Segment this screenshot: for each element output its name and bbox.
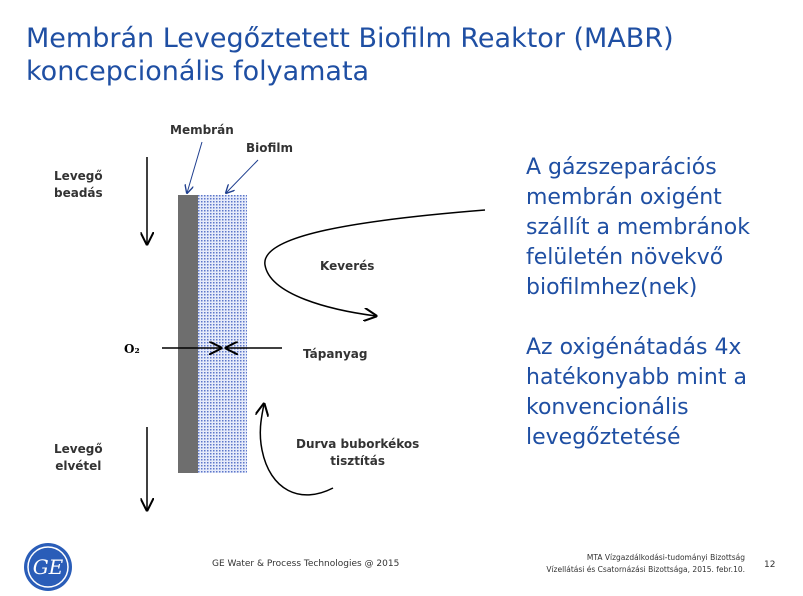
p1-line: A gázszeparációs [526,155,717,180]
label-durva-line1: Durva buborkékos [296,437,420,451]
p2-line: konvencionális [526,395,689,420]
label-levego-elvetel-line1: Levegő [54,442,103,456]
label-tapanyag: Tápanyag [303,347,368,361]
footer-committee-line1: MTA Vízgazdálkodási-tudományi Bizottság [586,553,745,562]
footer-company: GE Water & Process Technologies @ 2015 [212,559,400,569]
footer-committee-line2: Vízellátási és Csatornázási Bizottsága, 2015. febr.10. [546,565,745,574]
membran-pointer-arrow [187,142,202,193]
p2-line: Az oxigénátadás 4x [526,335,742,360]
page-number: 12 [764,560,776,570]
keveres-curve-arrow [265,210,485,316]
label-keveres: Keverés [320,259,375,273]
label-levego-elvetel-line2: elvétel [55,459,102,473]
p2-line: hatékonyabb mint a [526,365,747,390]
svg-text:GE: GE [32,555,64,579]
membrane-layer [178,195,198,473]
title-line-1: Membrán Levegőztetett Biofilm Reaktor (MABR) [26,23,674,54]
biofilm-pointer-arrow [226,160,258,193]
label-biofilm: Biofilm [246,141,294,155]
right-text-paragraph-1 [526,153,750,303]
title-line-2: koncepcionális folyamata [26,56,370,87]
label-membran: Membrán [170,123,234,137]
label-levego-elvetel [54,441,103,475]
ge-logo-icon [22,541,74,593]
label-levego-beadas-line1: Levegő [54,169,103,183]
p1-line: biofilmhez(nek) [526,275,698,300]
label-levego-beadas [54,168,103,202]
p1-line: membrán oxigént [526,185,722,210]
label-durva-buborekos [296,436,419,470]
right-text-paragraph-2 [526,333,747,453]
p2-line: levegőztetésé [526,425,681,450]
label-durva-line2: tisztítás [330,454,386,468]
footer-committee [546,552,745,576]
label-o2: O₂ [124,342,140,356]
biofilm-layer [198,195,247,473]
p1-line: szállít a membránok [526,215,750,240]
label-levego-beadas-line2: beadás [54,186,103,200]
p1-line: felületén növekvő [526,245,724,270]
